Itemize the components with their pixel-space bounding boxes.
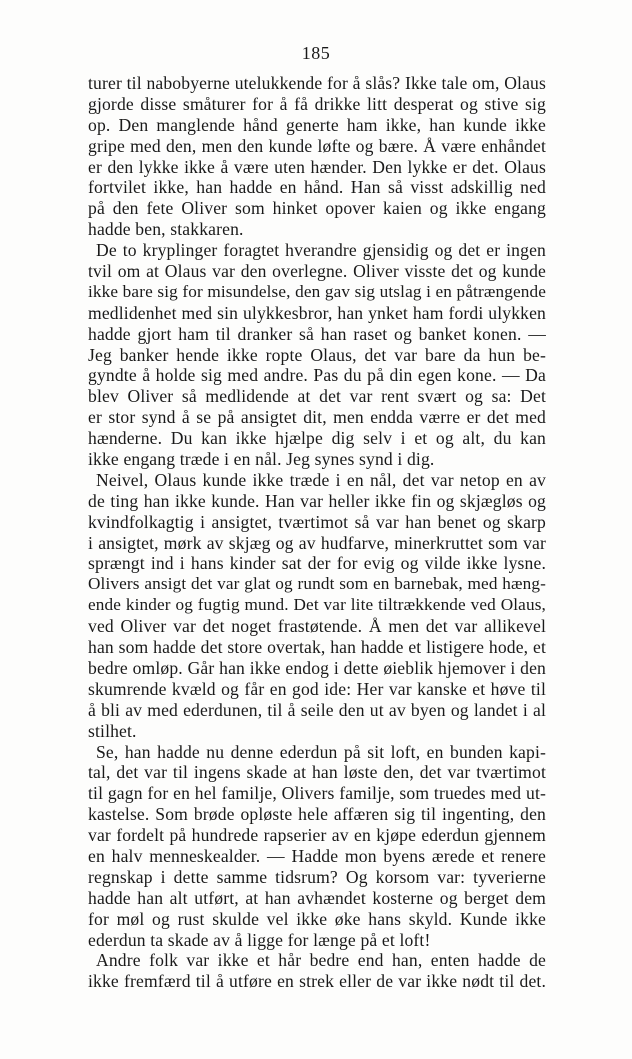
text-line: skumrende kvæld og får en god ide: Her var kanske et høve til [88, 678, 546, 699]
text-line: tvil om at Olaus var den overlegne. Oliver visste det og kunde [88, 261, 546, 282]
text-line: å bli av med ederdunen, til å seile den ut av byen og landet i al [88, 699, 546, 720]
text-line: de ting han ikke kunde. Han var heller ikke fin og skjægløs og [88, 490, 546, 511]
text-line: for møl og rust skulde vel ikke øke hans skyld. Kunde ikke [88, 908, 546, 929]
text-line: gjorde disse småturer for å få drikke litt desperat og stive sig [88, 93, 546, 114]
text-line: hadde ben, stakkaren. [88, 219, 244, 240]
text-line: blev Oliver så medlidende at det var rent svært og sa: Det [88, 386, 546, 407]
text-line: Andre folk var ikke et hår bedre end han, enten hadde de [96, 950, 546, 971]
text-line: medlidenhet med sin ulykkesbror, han ynket ham fordi ulykken [88, 302, 546, 323]
text-line: gripe med den, men den kunde løfte og bære. Å være enhåndet [88, 135, 546, 156]
text-line: en halv menneskealder. — Hadde mon byens ærede et renere [88, 845, 546, 866]
paragraph-5 [88, 950, 546, 992]
text-line: bedre omløp. Går han ikke endog i dette øieblik hjemover i den [88, 657, 546, 678]
paragraph-2 [88, 240, 546, 470]
text-line: Neivel, Olaus kunde ikke træde i en nål, det var netop en av [96, 469, 546, 490]
text-line: ende kinder og fugtig mund. Det var lite tiltrækkende ved Olaus, [88, 595, 546, 615]
text-line: hænderne. Du kan ikke hjælpe dig selv i et og alt, du kan [88, 428, 546, 449]
text-line: kastelse. Som brøde opløste hele affæren sig til ingenting, den [88, 804, 546, 825]
text-line: fortvilet ikke, han hadde en hånd. Han så visst adskillig ned [88, 177, 546, 198]
text-line: i ansigtet, mørk av skjæg og av hudfarve, minerkruttet som var [88, 532, 546, 553]
paragraph-4 [88, 742, 546, 951]
text-line: turer til nabobyerne utelukkende for å slås? Ikke tale om, Olaus [88, 73, 546, 93]
text-line: De to kryplinger foragtet hverandre gjensidig og det er ingen [96, 240, 546, 261]
paragraph-3 [88, 470, 546, 742]
text-line: regnskap i dette samme tidsrum? Og korsom var: tyverierne [88, 866, 546, 887]
text-line: Se, han hadde nu denne ederdun på sit loft, en bunden kapi- [96, 741, 546, 762]
text-line: hadde han alt utført, at han avhændet kosterne og berget dem [88, 887, 546, 908]
text-line: var fordelt på hundrede rapserier av en kjøpe ederdun gjennem [88, 825, 546, 846]
text-line: ikke engang træde i en nål. Jeg synes synd i dig. [88, 449, 435, 470]
text-line: gyndte å holde sig med andre. Pas du på din egen kone. — Da [88, 365, 546, 386]
text-line: op. Den manglende hånd generte ham ikke, han kunde ikke [88, 114, 546, 135]
text-line: stilhet. [88, 720, 137, 741]
text-line: han som hadde det store overtak, han hadde et listigere hode, et [88, 637, 546, 658]
text-line: tal, det var til ingens skade at han løste den, det var tværtimot [88, 762, 546, 783]
body-text [88, 73, 546, 992]
text-line: Olivers ansigt det var glat og rundt som en barnebak, med hæng- [88, 574, 546, 594]
page-number: 185 [301, 43, 331, 63]
text-line: Jeg banker hende ikke ropte Olaus, det var bare da hun be- [88, 344, 546, 365]
text-line: til gagn for en hel familje, Olivers familje, som truedes med ut- [88, 783, 546, 804]
paragraph-1 [88, 73, 546, 240]
text-line: kvindfolkagtig i ansigtet, tværtimot så var han benet og skarp [88, 511, 546, 532]
text-line: ikke bare sig for misundelse, den gav sig utslag i en påtrængende [88, 281, 546, 301]
text-line: ikke fremfærd til å utføre en strek eller de var ikke nødt til det. [88, 971, 546, 992]
text-line: på den fete Oliver som hinket opover kaien og ikke engang [88, 198, 546, 219]
text-line: ved Oliver var det noget frastøtende. Å men det var allikevel [88, 616, 546, 637]
text-line: sprængt ind i hans kinder sat der for evig og vilde ikke lysne. [88, 553, 546, 574]
text-line: er den lykke ikke å være uten hænder. Den lykke er det. Olaus [88, 156, 546, 177]
text-line: hadde gjort ham til dranker så han raset og banket konen. — [88, 323, 546, 344]
text-line: er stor synd å se på ansigtet dit, men endda værre er det med [88, 407, 546, 428]
text-line: ederdun ta skade av å ligge for længe på et loft! [88, 929, 431, 950]
